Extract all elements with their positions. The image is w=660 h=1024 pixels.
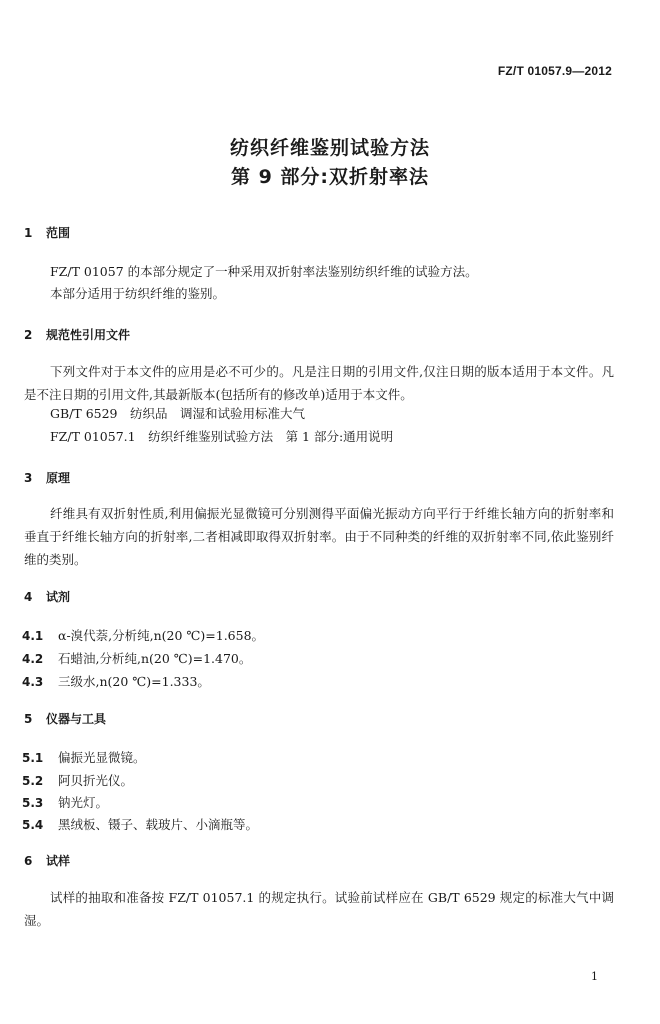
section-4-heading: [24, 588, 70, 605]
section-2-paragraph: 下列文件对于本文件的应用是必不可少的。凡是注日期的引用文件,仅注日期的版本适用于本文件。凡是不注日期的引用文件,其最新版本(包括所有的修改单)适用于本文件。: [24, 364, 614, 402]
instrument-item: [22, 815, 258, 833]
reference-fzt-01057-1: FZ/T 01057.1 纺织纤维鉴别试验方法 第 1 部分:通用说明: [50, 429, 394, 444]
section-1-heading: [24, 224, 70, 241]
section-2-heading: [24, 326, 130, 343]
section-title: 范围: [46, 226, 71, 240]
reagent-item: [22, 649, 251, 667]
section-number: 2: [24, 328, 33, 342]
section-1-paragraph-2: 本部分适用于纺织纤维的鉴别。: [50, 286, 226, 301]
section-title: 仪器与工具: [46, 712, 107, 726]
item-number: 4.2: [22, 652, 44, 666]
title-part: 第 9 部分:双折射率法: [230, 166, 430, 188]
title-main: 纺织纤维鉴别试验方法: [229, 137, 430, 159]
item-text: 黑绒板、镊子、载玻片、小滴瓶等。: [58, 817, 259, 832]
section-title: 原理: [46, 471, 71, 485]
section-3-paragraph: 纤维具有双折射性质,利用偏振光显微镜可分别测得平面偏光振动方向平行于纤维长轴方向的折射率和垂直于纤维长轴方向的折射率,二者相减即取得双折射率。由于不同种类的纤维的双折射率不同,依此鉴别纤维的类别。: [24, 506, 614, 567]
section-6-heading: [24, 852, 70, 869]
item-text: α-溴代萘,分析纯,n(20 ℃)=1.658。: [58, 628, 265, 643]
section-5-heading: [24, 710, 106, 727]
section-title: 规范性引用文件: [46, 328, 131, 342]
page-number: 1: [591, 970, 598, 983]
section-number: 3: [24, 471, 33, 485]
item-text: 石蜡油,分析纯,n(20 ℃)=1.470。: [58, 651, 252, 666]
section-title: 试样: [46, 854, 71, 868]
item-number: 5.2: [22, 774, 44, 788]
item-text: 阿贝折光仪。: [58, 773, 134, 788]
item-number: 5.1: [22, 751, 44, 765]
reagent-item: [22, 672, 210, 690]
item-number: 4.3: [22, 675, 44, 689]
section-number: 5: [24, 712, 33, 726]
section-number: 6: [24, 854, 33, 868]
item-number: 4.1: [22, 629, 44, 643]
section-3-heading: [24, 469, 70, 486]
document-code: FZ/T 01057.9—2012: [497, 64, 612, 78]
item-text: 三级水,n(20 ℃)=1.333。: [58, 674, 210, 689]
section-1-paragraph-1: FZ/T 01057 的本部分规定了一种采用双折射率法鉴别纺织纤维的试验方法。: [50, 264, 478, 279]
instrument-item: [22, 793, 108, 811]
reference-gbt-6529: GB/T 6529 纺织品 调湿和试验用标准大气: [50, 406, 306, 421]
section-number: 1: [24, 226, 33, 240]
section-6-paragraph: 试样的抽取和准备按 FZ/T 01057.1 的规定执行。试验前试样应在 GB/T 6529 规定的标准大气中调湿。: [24, 890, 614, 928]
instrument-item: [22, 771, 133, 789]
item-text: 偏振光显微镜。: [58, 750, 146, 765]
item-number: 5.3: [22, 796, 44, 810]
instrument-item: [22, 748, 146, 766]
section-title: 试剂: [46, 590, 71, 604]
section-number: 4: [24, 590, 33, 604]
item-text: 钠光灯。: [58, 795, 109, 810]
reagent-item: [22, 626, 264, 644]
item-number: 5.4: [22, 818, 44, 832]
